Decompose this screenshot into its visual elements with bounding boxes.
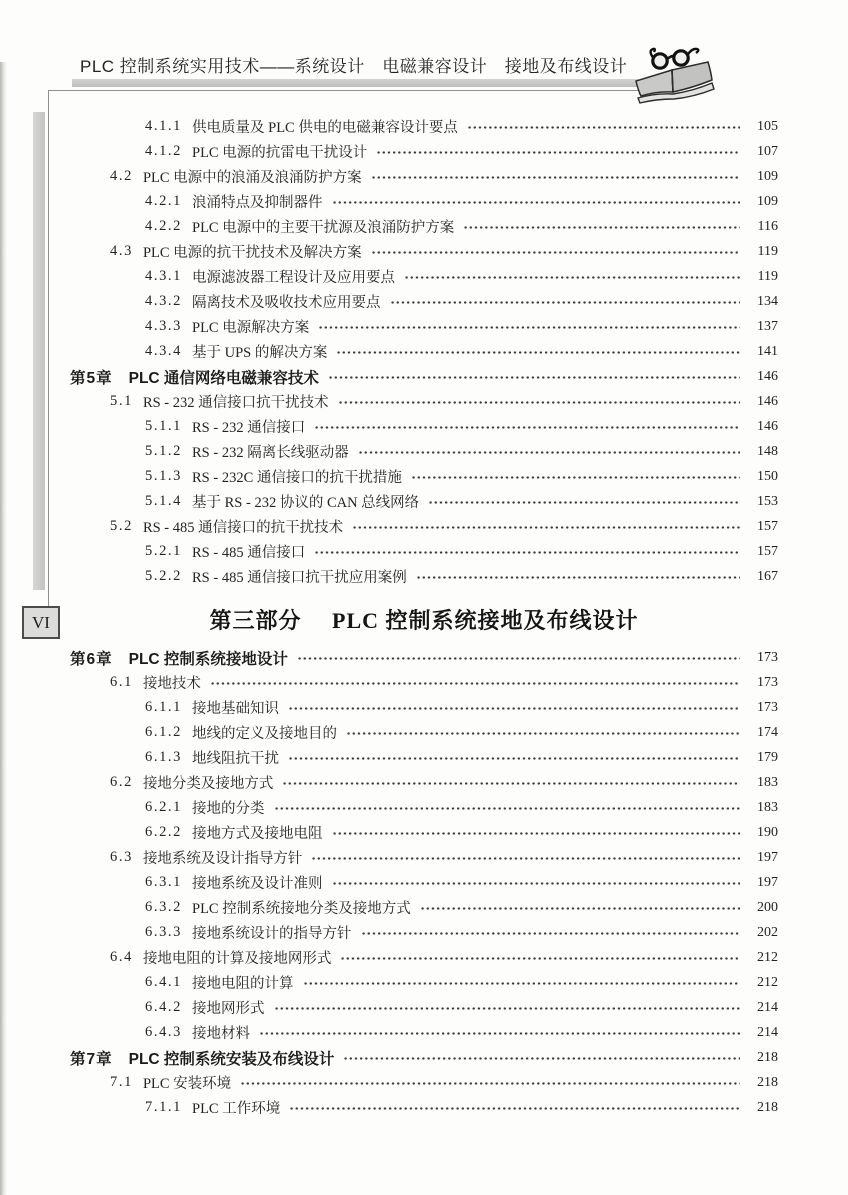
running-header-title: PLC 控制系统实用技术——系统设计 电磁兼容设计 接地及布线设计: [80, 57, 628, 76]
toc-row: [70, 920, 778, 945]
dotted-leader: [332, 832, 741, 835]
toc-entry-page: 174: [757, 724, 778, 740]
toc-entry-title: 接地系统设计的指导方针: [192, 926, 352, 942]
toc-entry-number: 5.2.2: [145, 568, 182, 584]
toc-entry-number: 5.1.1: [145, 418, 182, 434]
toc-entry-page: 119: [757, 243, 778, 259]
toc-row: [70, 795, 778, 820]
toc-entry-page: 119: [757, 268, 778, 284]
toc-row: [70, 364, 778, 389]
dotted-leader: [411, 476, 740, 479]
toc-row: [70, 489, 778, 514]
toc-entry-title: 基于 RS - 232 协议的 CAN 总线网络: [192, 495, 420, 511]
toc-row: [70, 720, 778, 745]
toc-row: [70, 164, 778, 189]
toc-entry-title: 接地分类及接地方式: [142, 776, 274, 792]
toc-entry-page: 212: [757, 949, 778, 965]
toc-row: [70, 539, 778, 564]
toc-row: [70, 945, 778, 970]
toc-entry-number: 4.2.1: [145, 193, 182, 209]
toc-entry-page: 218: [757, 1049, 778, 1065]
toc-entry-number: 7.1: [110, 1074, 133, 1090]
toc-entry-number: 第7章: [70, 1050, 113, 1068]
toc-entry-title: RS - 232 隔离长线驱动器: [192, 445, 349, 461]
dotted-leader: [259, 1032, 740, 1035]
toc-entry-page: 173: [757, 674, 778, 690]
dotted-leader: [346, 732, 740, 735]
dotted-leader: [371, 251, 740, 254]
toc-entry-title: RS - 232 通信接口抗干扰技术: [142, 395, 329, 411]
dotted-leader: [338, 401, 740, 404]
toc-entry-number: 6.1: [110, 674, 133, 690]
toc-entry-number: 5.1.4: [145, 493, 182, 509]
toc-row: [70, 895, 778, 920]
toc-row: [70, 439, 778, 464]
toc-row: [70, 995, 778, 1020]
toc-entry-page: 116: [757, 218, 778, 234]
toc-entry-page: 214: [757, 999, 778, 1015]
dotted-leader: [404, 276, 740, 279]
dotted-leader: [289, 1107, 740, 1110]
dotted-leader: [371, 176, 740, 179]
toc-row: [70, 1020, 778, 1045]
dotted-leader: [343, 1057, 740, 1060]
toc-row: [70, 870, 778, 895]
toc-row: [70, 214, 778, 239]
dotted-leader: [463, 226, 740, 229]
toc-entry-number: 6.3: [110, 849, 133, 865]
toc-entry-page: 197: [757, 849, 778, 865]
toc-entry-number: 6.1.1: [145, 699, 182, 715]
toc-entry-page: 109: [757, 193, 778, 209]
part-heading-title: PLC 控制系统接地及布线设计: [332, 608, 639, 633]
toc-entry-page: 148: [757, 443, 778, 459]
toc-entry-title: 地线的定义及接地目的: [192, 726, 337, 742]
toc-entry-page: 153: [757, 493, 778, 509]
toc-entry-page: 190: [757, 824, 778, 840]
toc-entry-number: 7.1.1: [145, 1099, 182, 1115]
toc-entry-page: 214: [757, 1024, 778, 1040]
toc-row: [70, 845, 778, 870]
toc-row: [70, 414, 778, 439]
toc-entry-page: 200: [757, 899, 778, 915]
toc-entry-title: RS - 232 通信接口: [192, 420, 306, 436]
toc-entry-number: 6.1.2: [145, 724, 182, 740]
toc-entry-page: 218: [757, 1074, 778, 1090]
dotted-leader: [358, 451, 740, 454]
part-heading-label: 第三部分: [209, 608, 302, 633]
toc-entry-title: 接地网形式: [192, 1001, 265, 1017]
toc-entry-number: 6.3.2: [145, 899, 182, 915]
dotted-leader: [240, 1082, 740, 1085]
toc-entry-number: 5.1: [110, 393, 133, 409]
dotted-leader: [352, 526, 740, 529]
toc-row: [70, 289, 778, 314]
dotted-leader: [303, 982, 741, 985]
toc-row: [70, 1095, 778, 1120]
toc-entry-title: PLC 工作环境: [192, 1101, 281, 1117]
toc-row: [70, 970, 778, 995]
toc-entry-title: 接地系统及设计指导方针: [142, 851, 303, 867]
toc-entry-page: 202: [757, 924, 778, 940]
toc-entry-page: 167: [757, 568, 778, 584]
toc-entry-page: 157: [757, 518, 778, 534]
toc-row: [70, 820, 778, 845]
toc-entry-number: 4.1.1: [145, 118, 182, 134]
part-heading: [70, 601, 778, 641]
toc-entry-page: 105: [757, 118, 778, 134]
toc-entry-title: 基于 UPS 的解决方案: [192, 345, 328, 361]
dotted-leader: [311, 857, 740, 860]
toc-entry-number: 第6章: [70, 650, 113, 668]
toc-entry-page: 179: [757, 749, 778, 765]
dotted-leader: [332, 882, 741, 885]
margin-shadow-bar: [33, 112, 45, 590]
toc-entry-page: 157: [757, 543, 778, 559]
toc-entry-number: 4.3.3: [145, 318, 182, 334]
dotted-leader: [376, 151, 740, 154]
toc-row: [70, 339, 778, 364]
dotted-leader: [314, 426, 740, 429]
toc-entry-number: 4.3.4: [145, 343, 182, 359]
toc-entry-page: 183: [757, 799, 778, 815]
toc-entry-title: PLC 电源解决方案: [192, 320, 310, 336]
toc-row: [70, 189, 778, 214]
toc-row: [70, 264, 778, 289]
dotted-leader: [274, 807, 741, 810]
toc-entry-title: PLC 电源的抗干扰技术及解决方案: [142, 245, 362, 261]
scan-page-edge-shadow: [0, 62, 7, 1195]
toc-entry-number: 4.3.1: [145, 268, 182, 284]
folio-page-number-box: [22, 606, 60, 639]
toc-entry-title: 隔离技术及吸收技术应用要点: [192, 295, 381, 311]
header-gray-bar: [72, 79, 638, 87]
toc-row: [70, 139, 778, 164]
toc-row: [70, 1070, 778, 1095]
toc-entry-number: 6.2.2: [145, 824, 182, 840]
toc-entry-number: 5.1.2: [145, 443, 182, 459]
dotted-leader: [361, 932, 741, 935]
toc-entry-number: 6.4.2: [145, 999, 182, 1015]
toc-entry-title: 接地技术: [142, 676, 201, 692]
dotted-leader: [288, 707, 740, 710]
toc-row: [70, 645, 778, 670]
dotted-leader: [467, 126, 740, 129]
toc-entry-title: RS - 485 通信接口抗干扰应用案例: [192, 570, 407, 586]
toc-row: [70, 114, 778, 139]
dotted-leader: [328, 376, 740, 379]
toc-entry-title: RS - 232C 通信接口的抗干扰措施: [192, 470, 402, 486]
dotted-leader: [340, 957, 740, 960]
toc-entry-number: 6.2: [110, 774, 133, 790]
table-of-contents: [70, 114, 778, 1120]
toc-row: [70, 745, 778, 770]
toc-entry-number: 4.2.2: [145, 218, 182, 234]
toc-entry-page: 141: [757, 343, 778, 359]
toc-row: [70, 239, 778, 264]
dotted-leader: [428, 501, 740, 504]
toc-entry-title: 接地方式及接地电阻: [192, 826, 323, 842]
toc-entry-title: 电源滤波器工程设计及应用要点: [192, 270, 395, 286]
toc-entry-page: 197: [757, 874, 778, 890]
dotted-leader: [274, 1007, 741, 1010]
dotted-leader: [420, 907, 740, 910]
toc-entry-number: 6.3.3: [145, 924, 182, 940]
dotted-leader: [416, 576, 740, 579]
toc-row: [70, 770, 778, 795]
toc-entry-page: 173: [757, 649, 778, 665]
toc-row: [70, 670, 778, 695]
margin-rule-line: [48, 90, 49, 607]
dotted-leader: [332, 201, 741, 204]
toc-row: [70, 514, 778, 539]
toc-entry-number: 第5章: [70, 369, 113, 387]
toc-entry-number: 6.3.1: [145, 874, 182, 890]
toc-entry-page: 146: [757, 368, 778, 384]
toc-row: [70, 389, 778, 414]
toc-entry-page: 137: [757, 318, 778, 334]
toc-entry-title: 接地基础知识: [192, 701, 279, 717]
toc-entry-page: 183: [757, 774, 778, 790]
header-rule-line: [48, 90, 640, 91]
toc-entry-title: RS - 485 通信接口: [192, 545, 306, 561]
toc-entry-page: 146: [757, 393, 778, 409]
toc-entry-page: 146: [757, 418, 778, 434]
toc-entry-number: 5.2.1: [145, 543, 182, 559]
toc-entry-title: 供电质量及 PLC 供电的电磁兼容设计要点: [192, 120, 458, 136]
toc-row: [70, 464, 778, 489]
toc-entry-number: 6.2.1: [145, 799, 182, 815]
toc-entry-number: 5.2: [110, 518, 133, 534]
dotted-leader: [297, 657, 740, 660]
toc-entry-number: 6.4: [110, 949, 133, 965]
toc-entry-number: 4.3: [110, 243, 133, 259]
toc-entry-title: 地线阻抗干扰: [192, 751, 279, 767]
folio-page-number: VI: [32, 612, 50, 632]
toc-entry-title: PLC 电源中的主要干扰源及浪涌防护方案: [192, 220, 455, 236]
dotted-leader: [390, 301, 741, 304]
toc-entry-page: 150: [757, 468, 778, 484]
toc-entry-title: 浪涌特点及抑制器件: [192, 195, 323, 211]
dotted-leader: [336, 351, 740, 354]
toc-entry-page: 173: [757, 699, 778, 715]
toc-row: [70, 1045, 778, 1070]
toc-entry-title: 接地电阻的计算: [192, 976, 294, 992]
dotted-leader: [210, 682, 740, 685]
toc-entry-page: 212: [757, 974, 778, 990]
toc-entry-title: 接地的分类: [192, 801, 265, 817]
toc-entry-page: 109: [757, 168, 778, 184]
toc-entry-number: 5.1.3: [145, 468, 182, 484]
dotted-leader: [314, 551, 740, 554]
toc-row: [70, 564, 778, 589]
toc-entry-number: 4.1.2: [145, 143, 182, 159]
toc-entry-title: PLC 电源中的浪涌及浪涌防护方案: [142, 170, 362, 186]
toc-entry-title: PLC 控制系统接地设计: [128, 650, 288, 668]
toc-entry-page: 218: [757, 1099, 778, 1115]
dotted-leader: [282, 782, 740, 785]
toc-entry-title: 接地材料: [192, 1026, 250, 1042]
dotted-leader: [318, 326, 740, 329]
toc-entry-title: RS - 485 通信接口的抗干扰技术: [142, 520, 344, 536]
dotted-leader: [288, 757, 740, 760]
toc-entry-title: PLC 安装环境: [142, 1076, 232, 1092]
toc-entry-number: 6.4.3: [145, 1024, 182, 1040]
book-with-glasses-icon: [626, 46, 722, 112]
toc-entry-title: PLC 通信网络电磁兼容技术: [128, 369, 319, 387]
toc-entry-number: 4.2: [110, 168, 133, 184]
toc-entry-title: 接地电阻的计算及接地网形式: [142, 951, 332, 967]
toc-entry-title: PLC 控制系统接地分类及接地方式: [192, 901, 411, 917]
toc-entry-number: 6.1.3: [145, 749, 182, 765]
toc-entry-title: PLC 控制系统安装及布线设计: [128, 1050, 335, 1068]
toc-entry-number: 6.4.1: [145, 974, 182, 990]
toc-row: [70, 314, 778, 339]
toc-entry-title: PLC 电源的抗雷电干扰设计: [192, 145, 368, 161]
toc-entry-number: 4.3.2: [145, 293, 182, 309]
toc-entry-page: 107: [757, 143, 778, 159]
toc-entry-title: 接地系统及设计准则: [192, 876, 323, 892]
toc-row: [70, 695, 778, 720]
toc-entry-page: 134: [757, 293, 778, 309]
